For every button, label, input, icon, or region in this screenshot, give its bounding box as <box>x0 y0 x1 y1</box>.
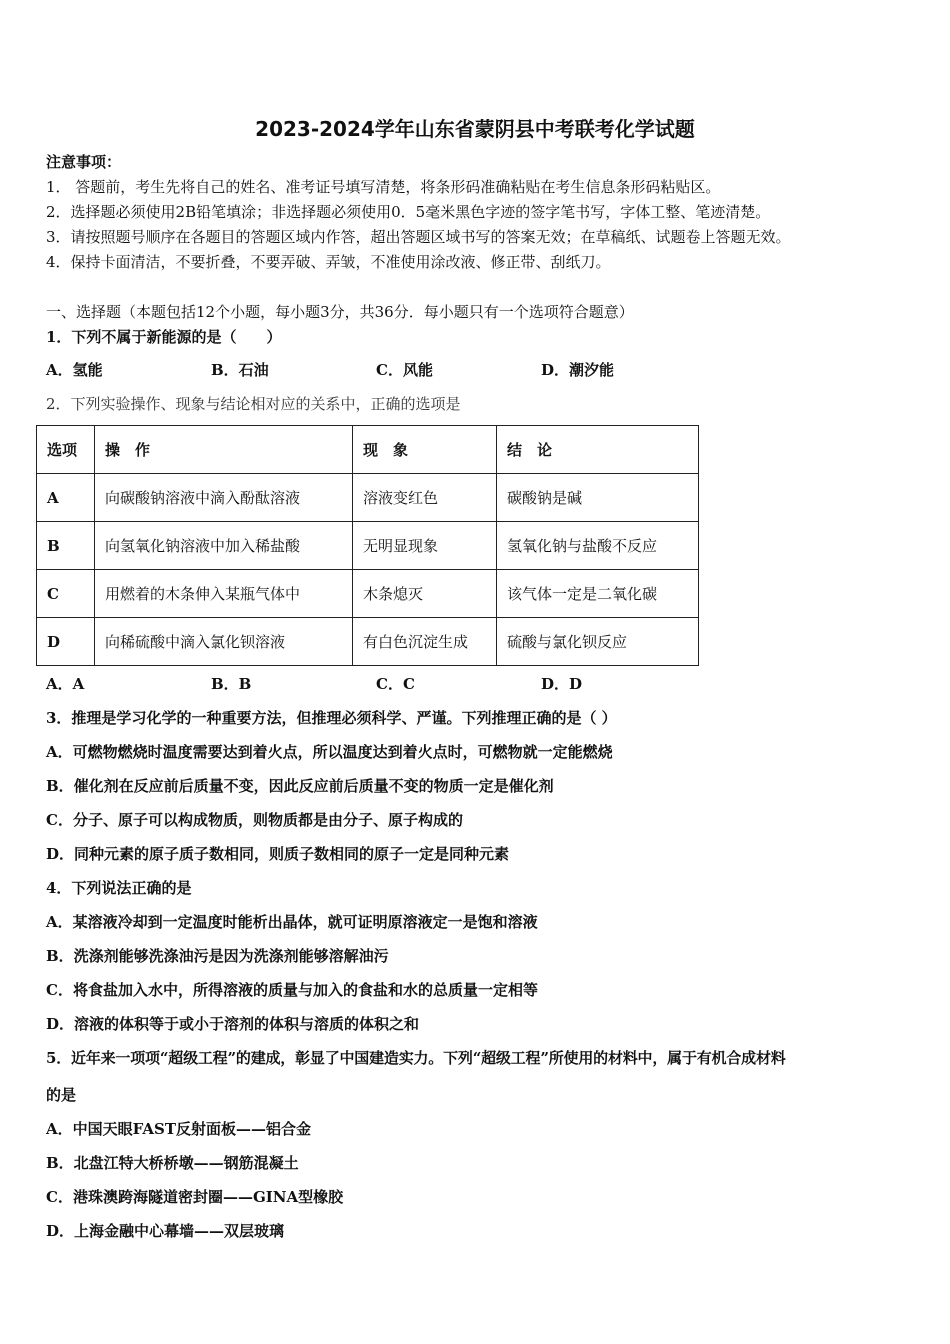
q3-option-b: B．催化剂在反应前后质量不变，因此反应前后质量不变的物质一定是催化剂 <box>46 777 554 795</box>
q4-option-a: A．某溶液冷却到一定温度时能析出晶体，就可证明原溶液定一是饱和溶液 <box>46 913 538 931</box>
table-header-cell: 选项 <box>37 426 95 474</box>
q5-option-b: B．北盘江特大桥桥墩——钢筋混凝土 <box>46 1154 299 1172</box>
table-cell: 该气体一定是二氧化碳 <box>497 570 699 618</box>
table-cell: 溶液变红色 <box>353 474 497 522</box>
table-cell: 木条熄灭 <box>353 570 497 618</box>
page-title: 2023-2024学年山东省蒙阴县中考联考化学试题 <box>255 117 695 141</box>
q3-option-d: D．同种元素的原子质子数相同，则质子数相同的原子一定是同种元素 <box>46 845 510 863</box>
q1-stem: 1．下列不属于新能源的是（ ） <box>46 328 282 346</box>
table-header-cell: 现 象 <box>353 426 497 474</box>
table-cell: 有白色沉淀生成 <box>353 618 497 666</box>
notice-item-1: 1． 答题前，考生先将自己的姓名、准考证号填写清楚，将条形码准确粘贴在考生信息条形码粘贴区。 <box>46 178 721 196</box>
table-cell: B <box>37 522 95 570</box>
table-header-row <box>37 426 699 474</box>
q2-option-b: B．B <box>211 675 252 693</box>
table-header-cell: 操 作 <box>95 426 353 474</box>
notice-heading: 注意事项： <box>46 153 122 171</box>
table-row <box>37 474 699 522</box>
q1-option-c: C．风能 <box>376 361 433 379</box>
q4-stem: 4．下列说法正确的是 <box>46 879 192 897</box>
table-row <box>37 618 699 666</box>
q2-stem: 2．下列实验操作、现象与结论相对应的关系中，正确的选项是 <box>46 395 461 413</box>
table-header-cell: 结 论 <box>497 426 699 474</box>
table-cell: D <box>37 618 95 666</box>
q2-option-d: D．D <box>541 675 583 693</box>
table-cell: 向氢氧化钠溶液中加入稀盐酸 <box>95 522 353 570</box>
section-heading: 一、选择题（本题包括12个小题，每小题3分，共36分．每小题只有一个选项符合题意） <box>46 303 634 321</box>
q2-option-a: A．A <box>46 675 85 693</box>
q5-option-a: A．中国天眼FAST反射面板——铝合金 <box>46 1120 312 1138</box>
q5-stem-continued: 的是 <box>46 1086 77 1104</box>
table-row <box>37 522 699 570</box>
table-cell: 向稀硫酸中滴入氯化钡溶液 <box>95 618 353 666</box>
q4-option-d: D．溶液的体积等于或小于溶剂的体积与溶质的体积之和 <box>46 1015 420 1033</box>
q3-option-c: C．分子、原子可以构成物质，则物质都是由分子、原子构成的 <box>46 811 463 829</box>
q2-table <box>36 425 699 666</box>
q1-option-b: B．石油 <box>211 361 269 379</box>
q5-stem: 5．近年来一项项“超级工程”的建成，彰显了中国建造实力。下列“超级工程”所使用的材料中，属于有机合成材料 <box>46 1049 786 1067</box>
q4-option-c: C．将食盐加入水中，所得溶液的质量与加入的食盐和水的总质量一定相等 <box>46 981 538 999</box>
notice-item-2: 2．选择题必须使用2B铅笔填涂；非选择题必须使用0．5毫米黑色字迹的签字笔书写，字体工整、笔迹清楚。 <box>46 203 771 221</box>
table-cell: C <box>37 570 95 618</box>
table-cell: 用燃着的木条伸入某瓶气体中 <box>95 570 353 618</box>
q5-option-c: C．港珠澳跨海隧道密封圈——GINA型橡胶 <box>46 1188 344 1206</box>
q1-option-a: A．氢能 <box>46 361 103 379</box>
q2-option-c: C．C <box>376 675 415 693</box>
table-cell: 氢氧化钠与盐酸不反应 <box>497 522 699 570</box>
table-row <box>37 570 699 618</box>
q3-stem: 3．推理是学习化学的一种重要方法，但推理必须科学、严谨。下列推理正确的是（ ） <box>46 709 617 727</box>
table-cell: 碳酸钠是碱 <box>497 474 699 522</box>
q3-option-a: A．可燃物燃烧时温度需要达到着火点，所以温度达到着火点时，可燃物就一定能燃烧 <box>46 743 613 761</box>
table-cell: A <box>37 474 95 522</box>
q1-option-d: D．潮汐能 <box>541 361 615 379</box>
table-cell: 无明显现象 <box>353 522 497 570</box>
table-cell: 向碳酸钠溶液中滴入酚酞溶液 <box>95 474 353 522</box>
q5-option-d: D．上海金融中心幕墙——双层玻璃 <box>46 1222 285 1240</box>
notice-item-3: 3．请按照题号顺序在各题目的答题区域内作答，超出答题区域书写的答案无效；在草稿纸、试题卷上答题无效。 <box>46 228 791 246</box>
table-cell: 硫酸与氯化钡反应 <box>497 618 699 666</box>
notice-item-4: 4．保持卡面清洁，不要折叠，不要弄破、弄皱，不准使用涂改液、修正带、刮纸刀。 <box>46 253 611 271</box>
q4-option-b: B．洗涤剂能够洗涤油污是因为洗涤剂能够溶解油污 <box>46 947 389 965</box>
